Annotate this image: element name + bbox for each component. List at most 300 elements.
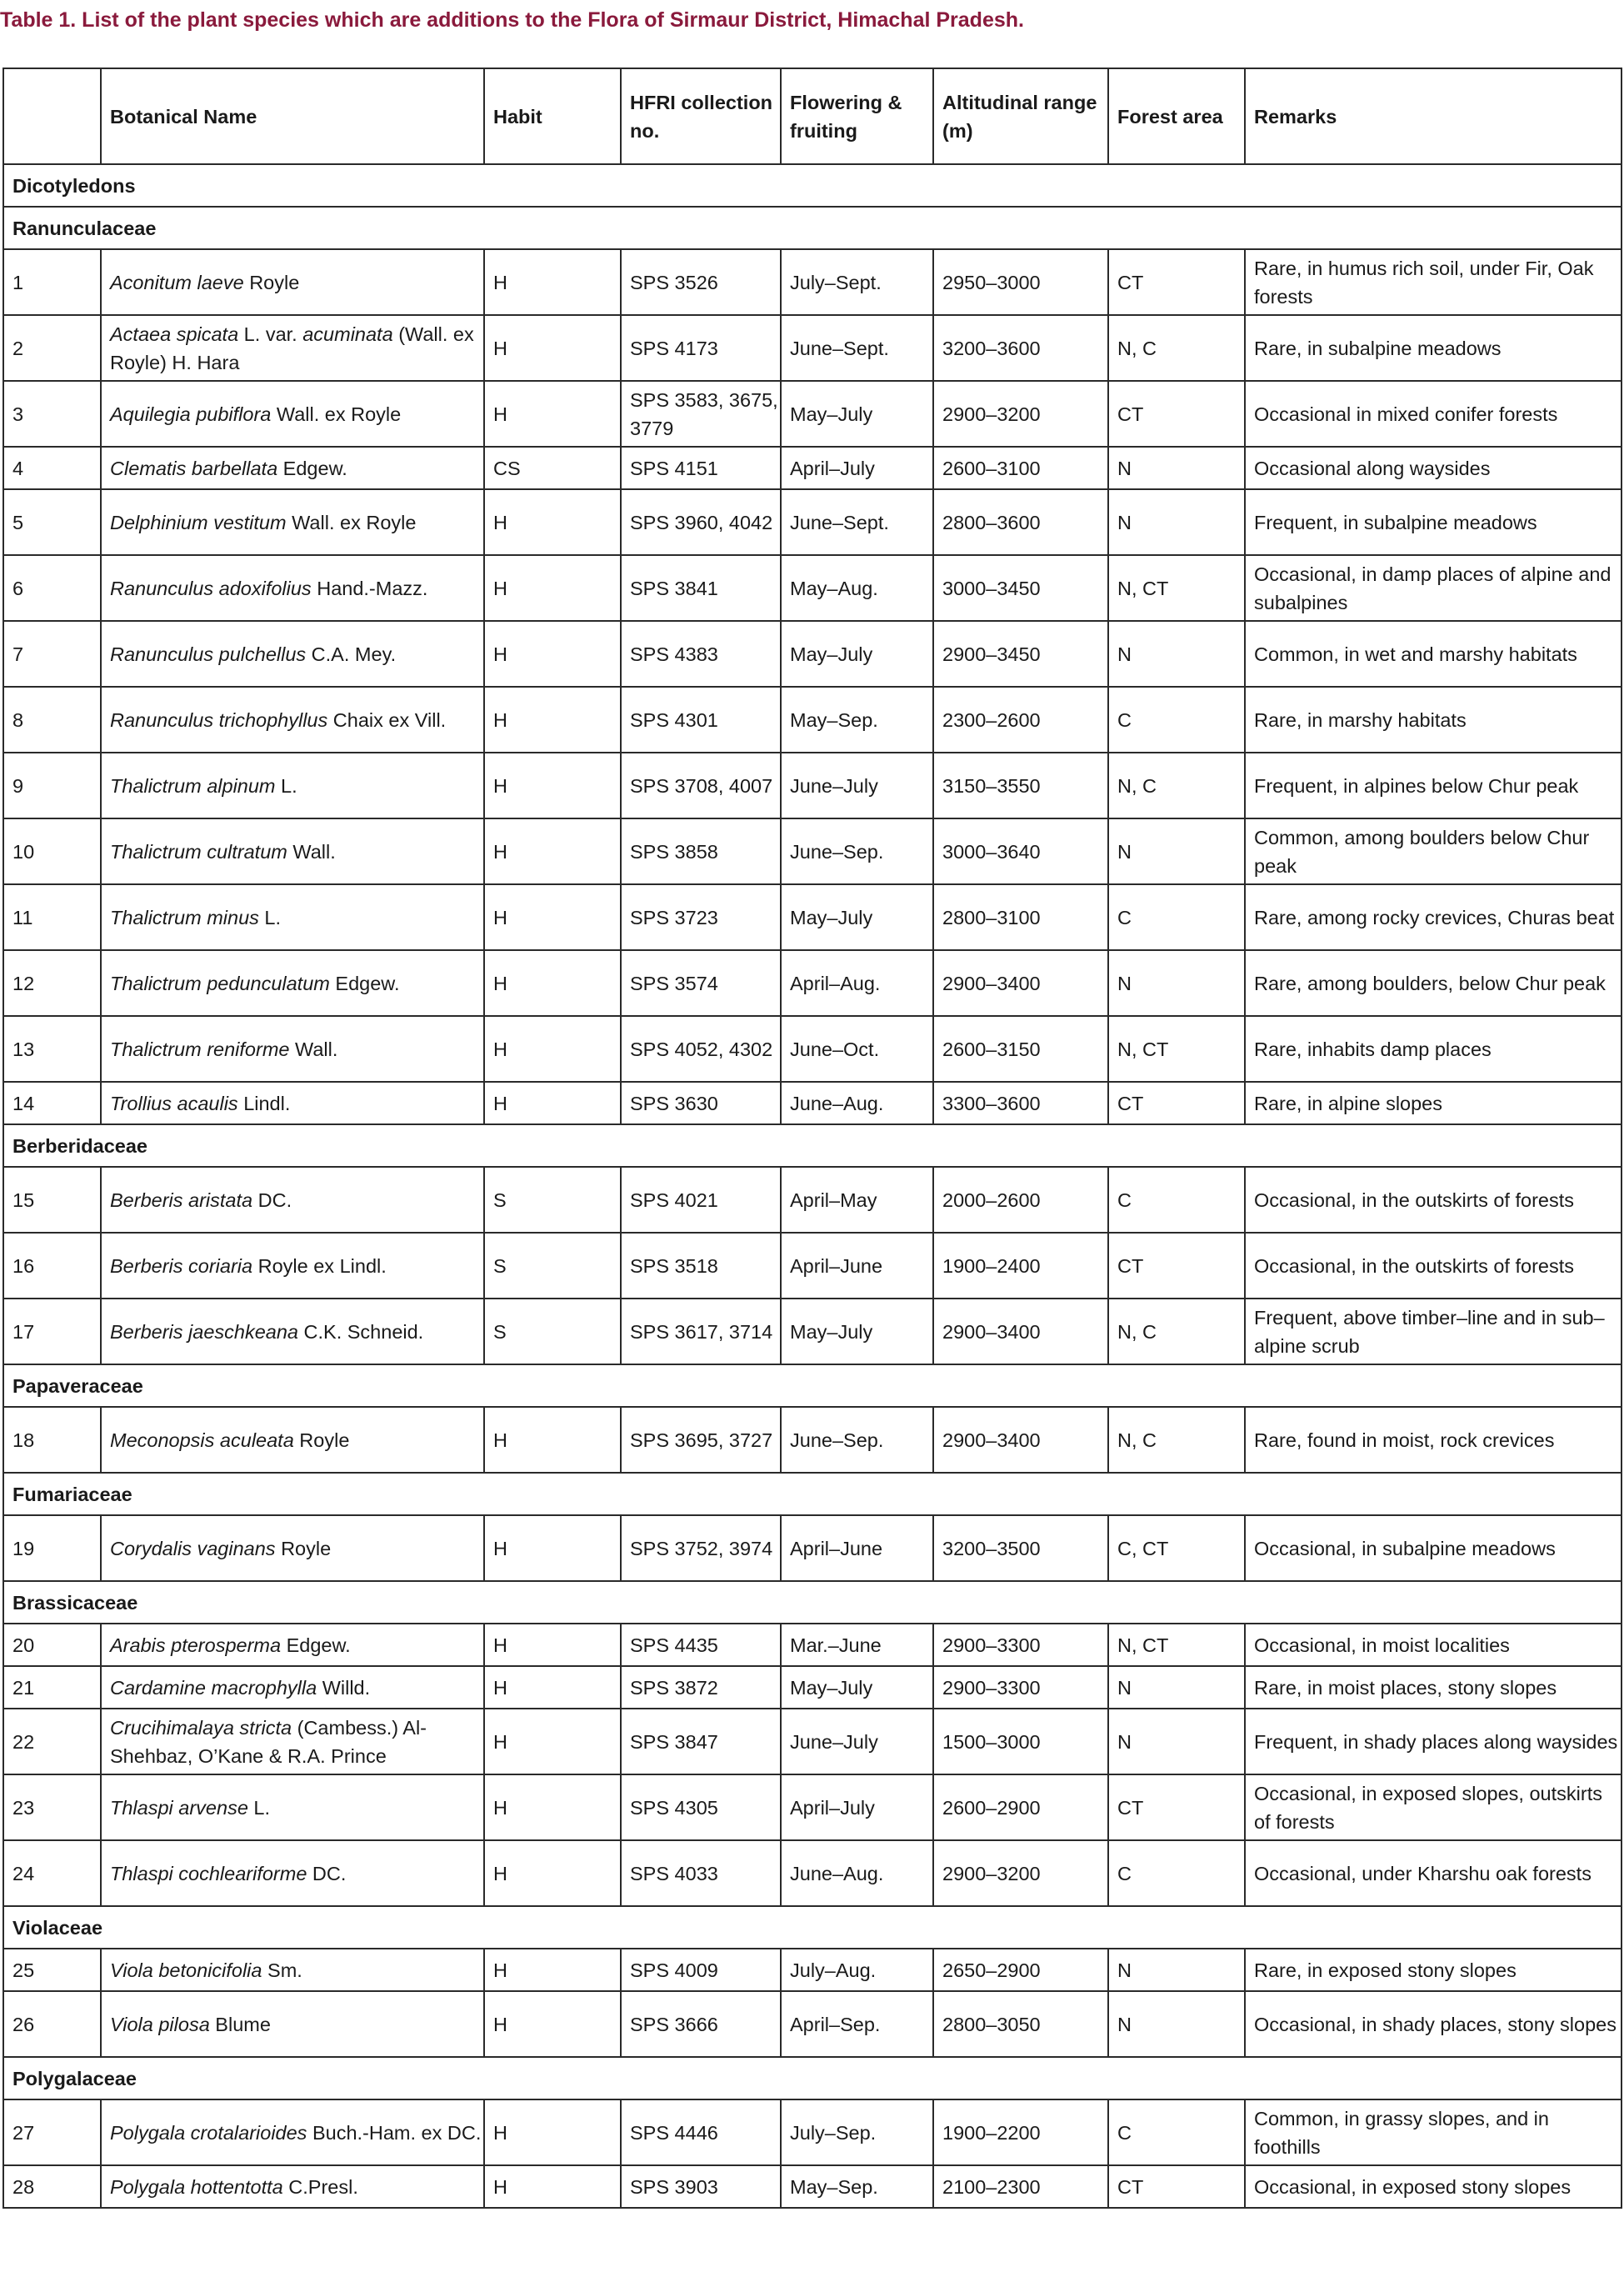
species-name: Viola pilosa [110, 2013, 210, 2035]
cell-flowering: June–Sept. [781, 489, 933, 555]
group-label: Violaceae [3, 1906, 1622, 1949]
cell-forest-area: N, C [1108, 1299, 1245, 1364]
cell-collection-no: SPS 4009 [621, 1949, 781, 1991]
cell-forest-area: C [1108, 884, 1245, 950]
cell-botanical-name [101, 884, 484, 950]
cell-altitude: 1900–2200 [933, 2099, 1108, 2165]
cell-altitude: 3200–3500 [933, 1515, 1108, 1581]
cell-altitude: 2900–3200 [933, 381, 1108, 447]
species-authority: Wall. ex Royle [271, 403, 402, 425]
cell-flowering: May–Sep. [781, 687, 933, 753]
cell-forest-area: N, C [1108, 1407, 1245, 1473]
cell-no: 6 [3, 555, 101, 621]
table-row [3, 1949, 1622, 1991]
cell-altitude: 2900–3400 [933, 1299, 1108, 1364]
cell-altitude: 2600–2900 [933, 1774, 1108, 1840]
cell-remarks: Frequent, in subalpine meadows [1245, 489, 1622, 555]
cell-botanical-name [101, 1167, 484, 1233]
table-row [3, 1299, 1622, 1364]
cell-altitude: 2800–3100 [933, 884, 1108, 950]
group-row [3, 1906, 1622, 1949]
cell-no: 25 [3, 1949, 101, 1991]
cell-botanical-name [101, 621, 484, 687]
cell-habit: H [484, 2099, 621, 2165]
cell-forest-area: N [1108, 1949, 1245, 1991]
cell-no: 12 [3, 950, 101, 1016]
group-label: Dicotyledons [3, 164, 1622, 207]
cell-botanical-name [101, 950, 484, 1016]
cell-no: 1 [3, 249, 101, 315]
cell-remarks: Rare, among rocky crevices, Churas beat [1245, 884, 1622, 950]
cell-flowering: May–July [781, 1299, 933, 1364]
cell-no: 22 [3, 1709, 101, 1774]
cell-collection-no: SPS 3518 [621, 1233, 781, 1299]
species-authority: Hand.-Mazz. [311, 577, 428, 599]
cell-botanical-name [101, 489, 484, 555]
group-row [3, 164, 1622, 207]
cell-no: 18 [3, 1407, 101, 1473]
table-row [3, 315, 1622, 381]
cell-habit: S [484, 1167, 621, 1233]
table-row [3, 1991, 1622, 2057]
cell-flowering: April–Aug. [781, 950, 933, 1016]
table-row [3, 621, 1622, 687]
species-authority: Lindl. [237, 1092, 291, 1114]
variety-name: acuminata [302, 323, 393, 345]
species-authority: Wall. [289, 1038, 338, 1060]
cell-flowering: April–May [781, 1167, 933, 1233]
table-row [3, 249, 1622, 315]
cell-remarks: Occasional, in shady places, stony slopes [1245, 1991, 1622, 2057]
cell-flowering: June–Oct. [781, 1016, 933, 1082]
cell-collection-no: SPS 4383 [621, 621, 781, 687]
species-authority: Royle ex Lindl. [252, 1254, 387, 1277]
cell-no: 3 [3, 381, 101, 447]
cell-habit: H [484, 489, 621, 555]
cell-collection-no: SPS 3583, 3675, 3779 [621, 381, 781, 447]
cell-habit: H [484, 555, 621, 621]
cell-flowering: July–Sept. [781, 249, 933, 315]
cell-forest-area: N [1108, 489, 1245, 555]
cell-botanical-name [101, 2165, 484, 2208]
species-authority: Blume [209, 2013, 271, 2035]
cell-habit: CS [484, 447, 621, 489]
header-cell-forest-area: Forest area [1108, 68, 1245, 164]
cell-no: 24 [3, 1840, 101, 1906]
group-row [3, 2057, 1622, 2099]
cell-altitude: 1900–2400 [933, 1233, 1108, 1299]
cell-no: 2 [3, 315, 101, 381]
cell-no: 16 [3, 1233, 101, 1299]
table-row [3, 1624, 1622, 1666]
species-authority: Willd. [317, 1676, 371, 1699]
cell-altitude: 1500–3000 [933, 1709, 1108, 1774]
cell-no: 9 [3, 753, 101, 818]
cell-no: 28 [3, 2165, 101, 2208]
species-name: Ranunculus pulchellus [110, 643, 307, 665]
cell-forest-area: CT [1108, 249, 1245, 315]
cell-altitude: 2900–3300 [933, 1666, 1108, 1709]
cell-altitude: 2900–3400 [933, 1407, 1108, 1473]
cell-altitude: 2950–3000 [933, 249, 1108, 315]
cell-remarks: Occasional, in exposed slopes, outskirts of forests [1245, 1774, 1622, 1840]
cell-forest-area: N [1108, 621, 1245, 687]
species-name: Ranunculus trichophyllus [110, 708, 328, 731]
cell-collection-no: SPS 3723 [621, 884, 781, 950]
cell-flowering: April–July [781, 447, 933, 489]
species-authority: Wall. ex Royle [286, 511, 417, 533]
cell-flowering: July–Sep. [781, 2099, 933, 2165]
header-cell-collection-no: HFRI collection no. [621, 68, 781, 164]
cell-botanical-name [101, 1082, 484, 1124]
cell-botanical-name [101, 249, 484, 315]
cell-habit: H [484, 1840, 621, 1906]
cell-habit: H [484, 818, 621, 884]
cell-flowering: July–Aug. [781, 1949, 933, 1991]
group-label: Berberidaceae [3, 1124, 1622, 1167]
cell-altitude: 2000–2600 [933, 1167, 1108, 1233]
cell-remarks: Rare, in moist places, stony slopes [1245, 1666, 1622, 1709]
cell-flowering: May–July [781, 1666, 933, 1709]
species-authority: (Cambess.) Al-Shehbaz, O’Kane & R.A. Prince [110, 1716, 427, 1767]
table-row [3, 1840, 1622, 1906]
species-name: Viola betonicifolia [110, 1959, 262, 1981]
cell-habit: H [484, 1666, 621, 1709]
group-row [3, 1124, 1622, 1167]
cell-forest-area: N, CT [1108, 1016, 1245, 1082]
cell-collection-no: SPS 3841 [621, 555, 781, 621]
cell-forest-area: C [1108, 687, 1245, 753]
cell-flowering: June–Sep. [781, 1407, 933, 1473]
cell-habit: H [484, 1949, 621, 1991]
species-name: Ranunculus adoxifolius [110, 577, 312, 599]
cell-botanical-name [101, 753, 484, 818]
cell-no: 10 [3, 818, 101, 884]
cell-habit: S [484, 1233, 621, 1299]
table-row [3, 1515, 1622, 1581]
cell-altitude: 2600–3150 [933, 1016, 1108, 1082]
cell-flowering: June–Aug. [781, 1082, 933, 1124]
cell-remarks: Occasional, under Kharshu oak forests [1245, 1840, 1622, 1906]
cell-botanical-name [101, 555, 484, 621]
group-label: Fumariaceae [3, 1473, 1622, 1515]
cell-flowering: June–July [781, 753, 933, 818]
species-name: Actaea spicata [110, 323, 239, 345]
cell-habit: H [484, 621, 621, 687]
cell-remarks: Occasional, in moist localities [1245, 1624, 1622, 1666]
cell-collection-no: SPS 3752, 3974 [621, 1515, 781, 1581]
table-row [3, 950, 1622, 1016]
cell-flowering: Mar.–June [781, 1624, 933, 1666]
cell-collection-no: SPS 4151 [621, 447, 781, 489]
cell-forest-area: N [1108, 818, 1245, 884]
table-row [3, 884, 1622, 950]
cell-altitude: 2900–3200 [933, 1840, 1108, 1906]
cell-botanical-name [101, 447, 484, 489]
cell-flowering: May–July [781, 884, 933, 950]
cell-remarks: Rare, in subalpine meadows [1245, 315, 1622, 381]
cell-forest-area: N [1108, 1709, 1245, 1774]
cell-collection-no: SPS 4173 [621, 315, 781, 381]
cell-no: 17 [3, 1299, 101, 1364]
cell-collection-no: SPS 4301 [621, 687, 781, 753]
cell-botanical-name [101, 818, 484, 884]
species-authority: DC. [252, 1189, 292, 1211]
species-name: Meconopsis aculeata [110, 1429, 294, 1451]
cell-habit: H [484, 1407, 621, 1473]
species-table [2, 68, 1622, 2209]
cell-habit: H [484, 1016, 621, 1082]
table-row [3, 753, 1622, 818]
cell-collection-no: SPS 3630 [621, 1082, 781, 1124]
cell-forest-area: N, C [1108, 753, 1245, 818]
cell-altitude: 2300–2600 [933, 687, 1108, 753]
cell-remarks: Occasional along waysides [1245, 447, 1622, 489]
cell-remarks: Common, among boulders below Chur peak [1245, 818, 1622, 884]
cell-collection-no: SPS 4305 [621, 1774, 781, 1840]
cell-collection-no: SPS 4021 [621, 1167, 781, 1233]
cell-botanical-name [101, 1515, 484, 1581]
cell-collection-no: SPS 3574 [621, 950, 781, 1016]
cell-habit: H [484, 1991, 621, 2057]
cell-forest-area: CT [1108, 1774, 1245, 1840]
species-name: Berberis coriaria [110, 1254, 253, 1277]
cell-botanical-name [101, 1666, 484, 1709]
cell-no: 14 [3, 1082, 101, 1124]
species-name: Arabis pterosperma [110, 1634, 282, 1656]
variety-authority: (Wall. ex Royle) H. Hara [110, 323, 474, 373]
species-authority: Sm. [262, 1959, 302, 1981]
group-row [3, 207, 1622, 249]
group-row [3, 1364, 1622, 1407]
cell-flowering: June–Aug. [781, 1840, 933, 1906]
table-row [3, 1774, 1622, 1840]
cell-remarks: Occasional, in the outskirts of forests [1245, 1233, 1622, 1299]
cell-habit: H [484, 687, 621, 753]
cell-no: 4 [3, 447, 101, 489]
cell-remarks: Rare, in humus rich soil, under Fir, Oak forests [1245, 249, 1622, 315]
cell-remarks: Occasional, in subalpine meadows [1245, 1515, 1622, 1581]
cell-no: 27 [3, 2099, 101, 2165]
species-name: Thlaspi arvense [110, 1796, 248, 1819]
species-authority: L. [275, 774, 297, 797]
cell-habit: H [484, 1774, 621, 1840]
cell-collection-no: SPS 3695, 3727 [621, 1407, 781, 1473]
group-label: Polygalaceae [3, 2057, 1622, 2099]
cell-flowering: June–July [781, 1709, 933, 1774]
species-authority: L. [258, 906, 282, 928]
species-authority: L. [247, 1796, 271, 1819]
cell-altitude: 2800–3050 [933, 1991, 1108, 2057]
table-row [3, 1666, 1622, 1709]
table-row [3, 1167, 1622, 1233]
cell-forest-area: N [1108, 1666, 1245, 1709]
cell-collection-no: SPS 3617, 3714 [621, 1299, 781, 1364]
species-authority: Royle [243, 271, 300, 293]
cell-no: 15 [3, 1167, 101, 1233]
header-cell-botanical-name: Botanical Name [101, 68, 484, 164]
table-caption: Table 1. List of the plant species which are additions to the Flora of Sirmaur District, Himachal Pradesh. [0, 8, 1024, 32]
cell-botanical-name [101, 1991, 484, 2057]
species-authority: L. var. [238, 323, 303, 345]
cell-altitude: 2800–3600 [933, 489, 1108, 555]
cell-botanical-name [101, 315, 484, 381]
species-authority: C.Presl. [282, 2175, 358, 2198]
species-authority: Royle [275, 1537, 332, 1559]
header-cell-habit: Habit [484, 68, 621, 164]
cell-remarks: Rare, in exposed stony slopes [1245, 1949, 1622, 1991]
cell-no: 21 [3, 1666, 101, 1709]
species-name: Cardamine macrophylla [110, 1676, 317, 1699]
cell-forest-area: CT [1108, 1233, 1245, 1299]
group-row [3, 1473, 1622, 1515]
cell-remarks: Rare, in alpine slopes [1245, 1082, 1622, 1124]
cell-flowering: May–July [781, 381, 933, 447]
header-cell-flowering: Flowering & fruiting [781, 68, 933, 164]
cell-remarks: Rare, inhabits damp places [1245, 1016, 1622, 1082]
table-row [3, 555, 1622, 621]
species-name: Thalictrum minus [110, 906, 259, 928]
species-name: Clematis barbellata [110, 457, 278, 479]
cell-no: 26 [3, 1991, 101, 2057]
cell-habit: H [484, 1709, 621, 1774]
species-name: Trollius acaulis [110, 1092, 238, 1114]
cell-no: 5 [3, 489, 101, 555]
cell-altitude: 2900–3300 [933, 1624, 1108, 1666]
species-authority: Chaix ex Vill. [327, 708, 447, 731]
cell-altitude: 3300–3600 [933, 1082, 1108, 1124]
cell-remarks: Common, in grassy slopes, and in foothills [1245, 2099, 1622, 2165]
group-label: Papaveraceae [3, 1364, 1622, 1407]
species-authority: Buch.-Ham. ex DC. [307, 2121, 482, 2144]
group-label: Brassicaceae [3, 1581, 1622, 1624]
table-row [3, 1407, 1622, 1473]
cell-no: 8 [3, 687, 101, 753]
cell-no: 7 [3, 621, 101, 687]
cell-botanical-name [101, 2099, 484, 2165]
cell-no: 20 [3, 1624, 101, 1666]
species-name: Polygala crotalarioides [110, 2121, 307, 2144]
species-authority: DC. [307, 1862, 347, 1884]
species-name: Thalictrum alpinum [110, 774, 276, 797]
species-name: Aquilegia pubiflora [110, 403, 272, 425]
species-authority: Edgew. [329, 972, 400, 994]
cell-habit: H [484, 884, 621, 950]
cell-forest-area: C [1108, 1840, 1245, 1906]
cell-botanical-name [101, 1624, 484, 1666]
group-row [3, 1581, 1622, 1624]
species-name: Berberis aristata [110, 1189, 253, 1211]
cell-flowering: May–July [781, 621, 933, 687]
cell-habit: H [484, 249, 621, 315]
cell-altitude: 2900–3450 [933, 621, 1108, 687]
cell-altitude: 2900–3400 [933, 950, 1108, 1016]
cell-forest-area: N, CT [1108, 555, 1245, 621]
cell-remarks: Rare, found in moist, rock crevices [1245, 1407, 1622, 1473]
cell-remarks: Rare, in marshy habitats [1245, 687, 1622, 753]
header-cell-remarks: Remarks [1245, 68, 1622, 164]
cell-flowering: May–Sep. [781, 2165, 933, 2208]
cell-forest-area: CT [1108, 1082, 1245, 1124]
cell-habit: S [484, 1299, 621, 1364]
cell-forest-area: N [1108, 950, 1245, 1016]
cell-botanical-name [101, 1774, 484, 1840]
cell-forest-area: N, C [1108, 315, 1245, 381]
cell-flowering: April–June [781, 1515, 933, 1581]
cell-remarks: Occasional in mixed conifer forests [1245, 381, 1622, 447]
species-name: Polygala hottentotta [110, 2175, 283, 2198]
table-row [3, 1709, 1622, 1774]
species-authority: C.K. Schneid. [298, 1320, 424, 1343]
cell-botanical-name [101, 687, 484, 753]
cell-no: 23 [3, 1774, 101, 1840]
species-authority: Edgew. [277, 457, 347, 479]
cell-remarks: Occasional, in the outskirts of forests [1245, 1167, 1622, 1233]
cell-habit: H [484, 1515, 621, 1581]
cell-forest-area: N [1108, 1991, 1245, 2057]
cell-collection-no: SPS 3960, 4042 [621, 489, 781, 555]
table-row [3, 1233, 1622, 1299]
cell-habit: H [484, 2165, 621, 2208]
cell-altitude: 3150–3550 [933, 753, 1108, 818]
cell-collection-no: SPS 4435 [621, 1624, 781, 1666]
cell-habit: H [484, 381, 621, 447]
species-authority: C.A. Mey. [306, 643, 397, 665]
cell-collection-no: SPS 3847 [621, 1709, 781, 1774]
cell-no: 13 [3, 1016, 101, 1082]
species-name: Delphinium vestitum [110, 511, 287, 533]
table-row [3, 2165, 1622, 2208]
table-row [3, 489, 1622, 555]
cell-altitude: 2650–2900 [933, 1949, 1108, 1991]
cell-remarks: Frequent, above timber–line and in sub–alpine scrub [1245, 1299, 1622, 1364]
cell-habit: H [484, 753, 621, 818]
cell-flowering: April–June [781, 1233, 933, 1299]
cell-remarks: Frequent, in shady places along waysides [1245, 1709, 1622, 1774]
header-cell-no [3, 68, 101, 164]
cell-collection-no: SPS 3666 [621, 1991, 781, 2057]
cell-collection-no: SPS 3526 [621, 249, 781, 315]
cell-collection-no: SPS 4052, 4302 [621, 1016, 781, 1082]
cell-habit: H [484, 950, 621, 1016]
cell-flowering: June–Sep. [781, 818, 933, 884]
species-name: Berberis jaeschkeana [110, 1320, 298, 1343]
species-name: Thlaspi cochleariforme [110, 1862, 307, 1884]
cell-altitude: 3000–3450 [933, 555, 1108, 621]
cell-altitude: 2100–2300 [933, 2165, 1108, 2208]
cell-no: 19 [3, 1515, 101, 1581]
species-name: Crucihimalaya stricta [110, 1716, 292, 1739]
species-authority: Wall. [287, 840, 336, 863]
cell-collection-no: SPS 3872 [621, 1666, 781, 1709]
cell-collection-no: SPS 4033 [621, 1840, 781, 1906]
cell-collection-no: SPS 4446 [621, 2099, 781, 2165]
cell-habit: H [484, 315, 621, 381]
species-name: Thalictrum pedunculatum [110, 972, 330, 994]
species-authority: Edgew. [281, 1634, 351, 1656]
table-row [3, 1016, 1622, 1082]
cell-flowering: May–Aug. [781, 555, 933, 621]
cell-remarks: Common, in wet and marshy habitats [1245, 621, 1622, 687]
header-cell-altitude: Altitudinal range (m) [933, 68, 1108, 164]
species-name: Corydalis vaginans [110, 1537, 276, 1559]
table-row [3, 1082, 1622, 1124]
cell-botanical-name [101, 1709, 484, 1774]
cell-forest-area: N [1108, 447, 1245, 489]
table-row [3, 381, 1622, 447]
cell-flowering: April–Sep. [781, 1991, 933, 2057]
cell-flowering: April–July [781, 1774, 933, 1840]
